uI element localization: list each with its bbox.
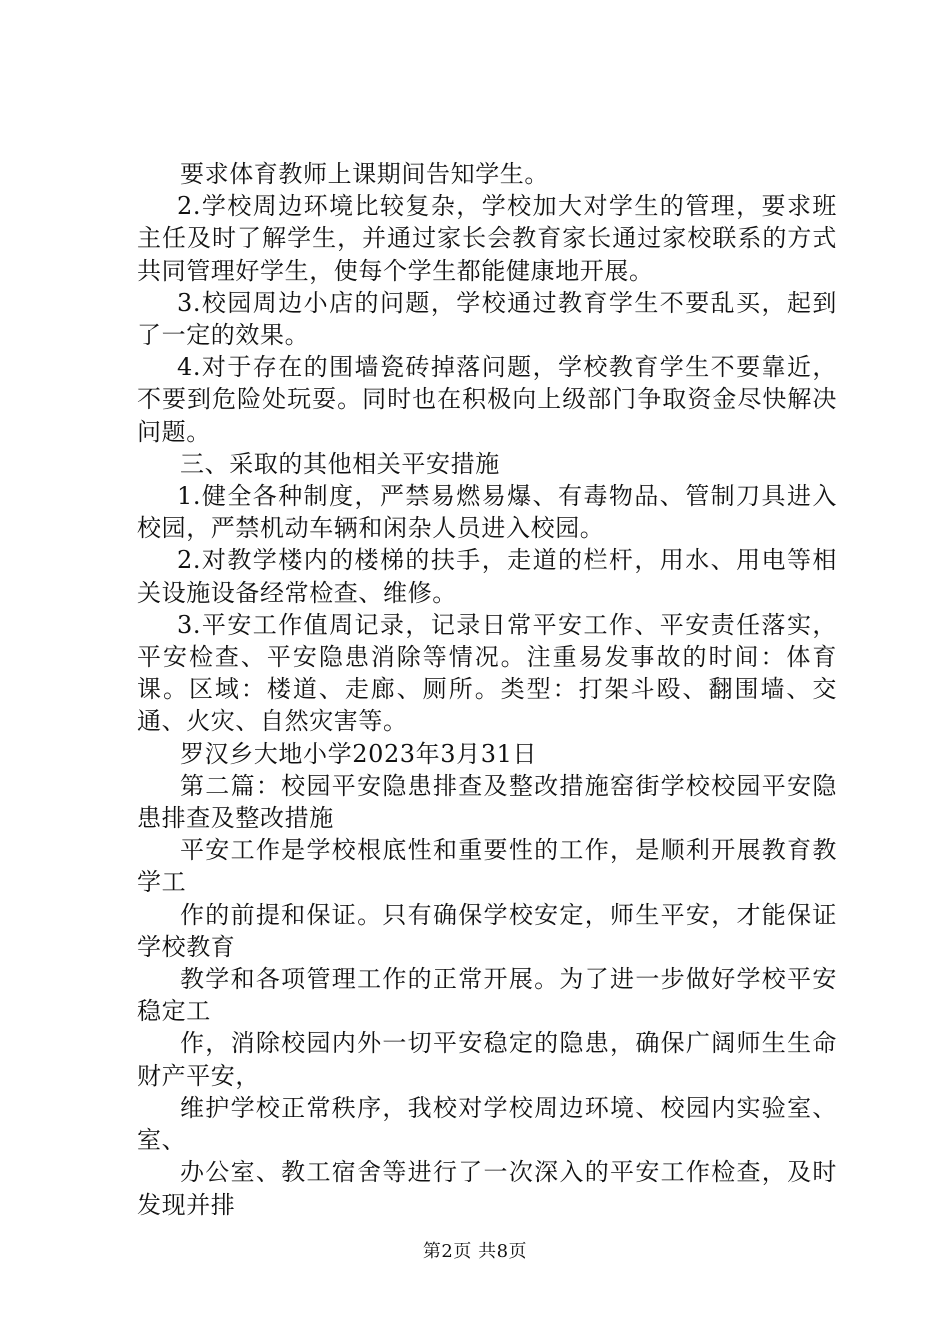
paragraph-item-4: 4.对于存在的围墙瓷砖掉落问题，学校教育学生不要靠近，不要到危险处玩耍。同时也在积极向上级部门争取资金尽快解决问题。: [137, 353, 837, 446]
signature-date: 罗汉乡大地小学2023年3月31日: [180, 739, 538, 768]
document-body: [137, 158, 837, 1221]
intro-line-1: 平安工作是学校根底性和重要性的工作，是顺利开展教育教学工: [137, 836, 837, 897]
paragraph-measure-2: 2.对教学楼内的楼梯的扶手，走道的栏杆，用水、用电等相关设施设备经常检查、维修。: [137, 546, 837, 607]
intro-line-2: 作的前提和保证。只有确保学校安定，师生平安，才能保证学校教育: [137, 900, 837, 961]
paragraph-item-3: 3.校园周边小店的问题，学校通过教育学生不要乱买，起到了一定的效果。: [137, 288, 837, 350]
paragraph-measure-3: 3.平安工作值周记录，记录日常平安工作、平安责任落实，平安检查、平安隐患消除等情况。注重易发事故的时间：体育课。区域：楼道、走廊、厕所。类型：打架斗殴、翻围墙、交通、火灾、自然灾害等。: [137, 610, 837, 736]
intro-line-6: 办公室、教工宿舍等进行了一次深入的平安工作检查，及时发现并排: [137, 1158, 837, 1219]
intro-line-4: 作，消除校园内外一切平安稳定的隐患，确保广阔师生生命财产平安，: [137, 1029, 837, 1090]
second-article-title: 第二篇：校园平安隐患排查及整改措施窑街学校校园平安隐患排查及整改措施: [137, 771, 837, 833]
paragraph-item-2: 2.学校周边环境比较复杂，学校加大对学生的管理，要求班主任及时了解学生，并通过家长会教育家长通过家校联系的方式共同管理好学生，使每个学生都能健康地开展。: [137, 192, 837, 285]
paragraph-measure-1: 1.健全各种制度，严禁易燃易爆、有毒物品、管制刀具进入校园，严禁机动车辆和闲杂人员进入校园。: [137, 482, 837, 543]
section-heading: 三、采取的其他相关平安措施: [180, 449, 500, 478]
intro-line-5: 维护学校正常秩序，我校对学校周边环境、校园内实验室、室、: [137, 1093, 837, 1155]
intro-line-3: 教学和各项管理工作的正常开展。为了进一步做好学校平安稳定工: [137, 965, 837, 1026]
paragraph-requirement: 要求体育教师上课期间告知学生。: [180, 160, 549, 188]
page-number-footer: 第2页 共8页: [422, 1241, 528, 1262]
